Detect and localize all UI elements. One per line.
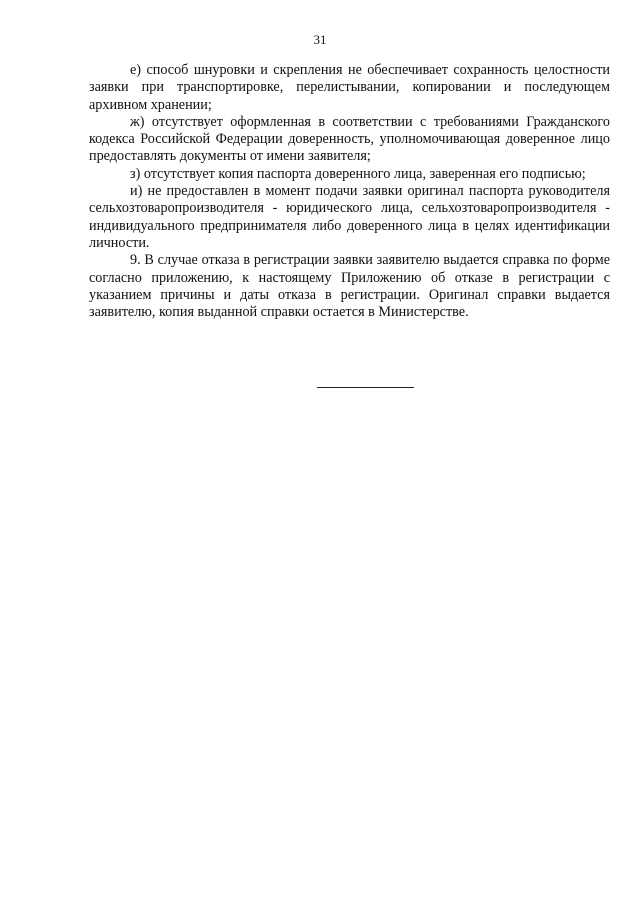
paragraph-item-z: з) отсутствует копия паспорта доверенного лица, заверенная его подписью; xyxy=(130,165,586,182)
paragraph-section-9: 9. В случае отказа в регистрации заявки заявителю выдается справка по форме согласно приложению, к настоящему Приложению об отказе в регистрации с указанием причины и даты отказа в регистрации. Оригинал справки выдается заявителю, копия выданной справки остается в Министерстве. xyxy=(89,252,610,321)
document-body xyxy=(89,62,610,321)
paragraph-item-e: е) способ шнуровки и скрепления не обеспечивает сохранность целостности заявки при транспортировке, перелистывании, копировании и последующем архивном хранении; xyxy=(89,62,610,113)
paragraph-item-i: и) не предоставлен в момент подачи заявки оригинал паспорта руководителя сельхозтоваропроизводителя - юридического лица, сельхозтоваропроизводителя - индивидуального предпринимателя либо доверенного лица в целях идентификации личности. xyxy=(89,183,610,251)
page-number: 31 xyxy=(313,32,327,47)
end-of-text-rule xyxy=(317,387,414,388)
paragraph-item-zh: ж) отсутствует оформленная в соответствии с требованиями Гражданского кодекса Российской Федерации доверенность, уполномочивающая доверенное лицо предоставлять документы от имени заявителя; xyxy=(89,113,610,165)
